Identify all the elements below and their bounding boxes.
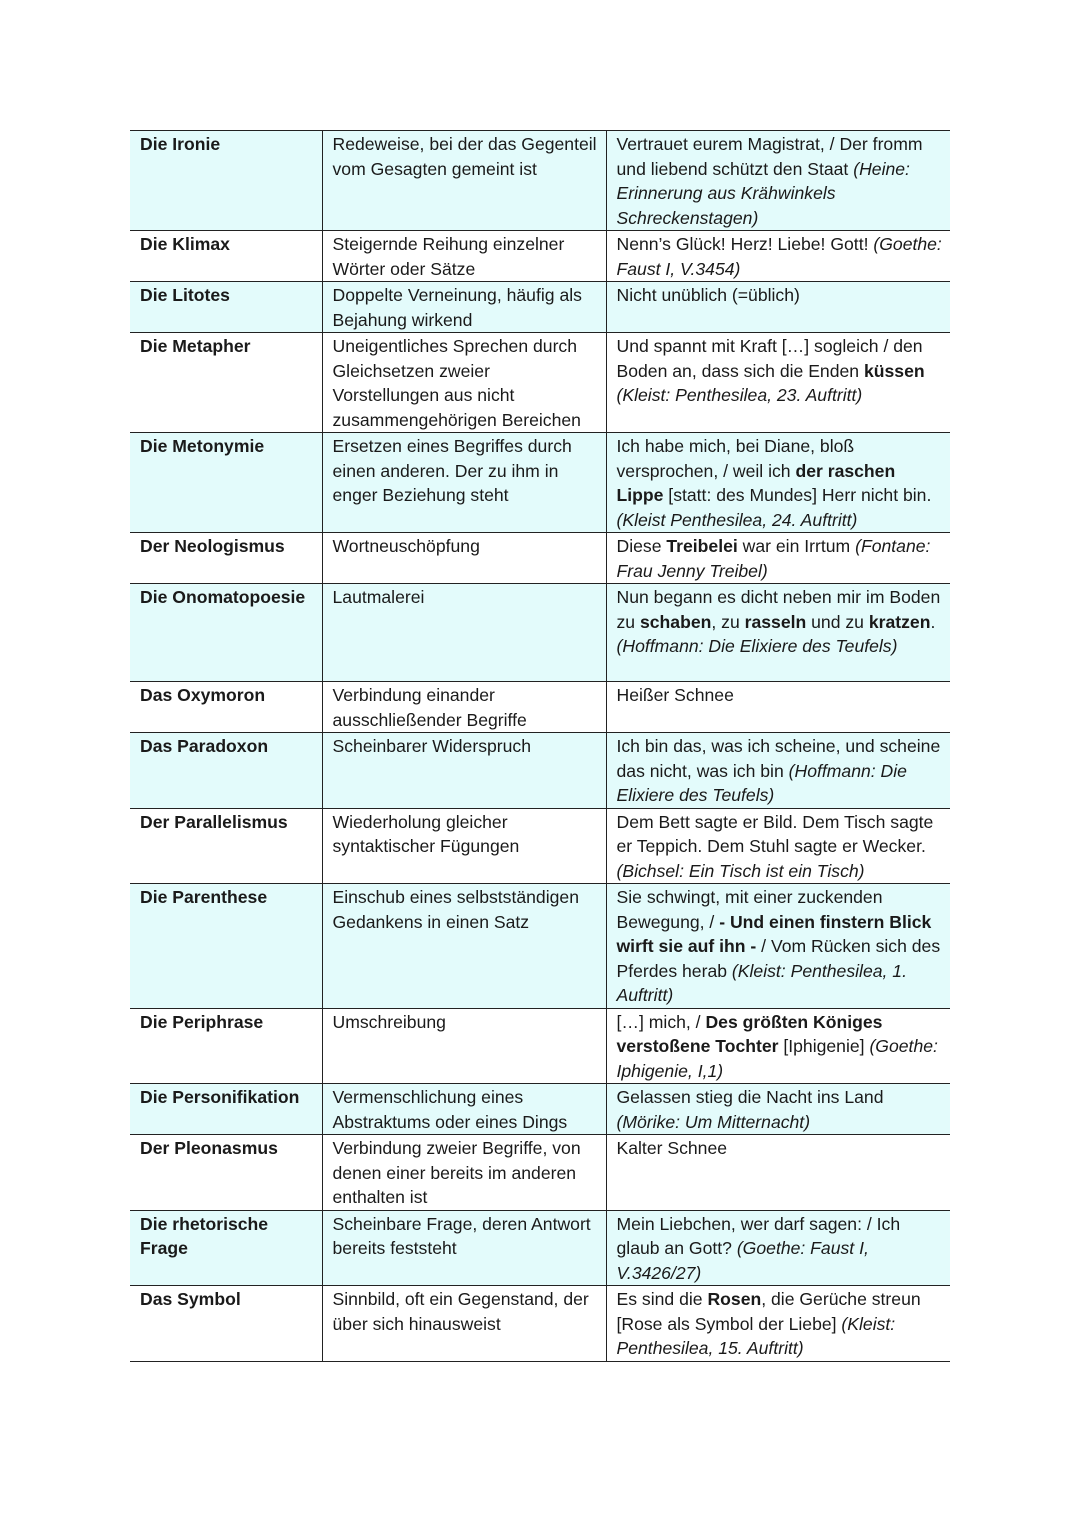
example-text: Ich bin das, was ich scheine, und scheine das nicht, was ich bin (616, 736, 941, 781)
example-text: war ein Irrtum (737, 536, 856, 556)
example-highlight: kratzen (868, 611, 931, 632)
table-row (130, 682, 950, 733)
definition-cell: Vermenschlichung eines Abstraktums oder eines Dings (322, 1084, 606, 1135)
example-cell (606, 1084, 950, 1135)
term-cell: Die Onomatopoesie (130, 584, 322, 682)
table-row (130, 584, 950, 682)
term-cell: Die Ironie (130, 131, 322, 231)
table-row (130, 1008, 950, 1084)
example-highlight: schaben (639, 611, 712, 632)
term-cell: Die rhetorische Frage (130, 1210, 322, 1286)
table-row (130, 333, 950, 433)
example-source: (Kleist: Penthesilea, 1. Auftritt) (616, 960, 907, 1005)
example-text: , die Gerüche streun [Rose als Symbol der Liebe] (616, 1289, 921, 1334)
example-source: (Kleist: Penthesilea, 15. Auftritt) (616, 1313, 896, 1358)
example-source: (Heine: Erinnerung aus Krähwinkels Schreckenstagen) (616, 158, 910, 228)
definition-cell: Uneigentliches Sprechen durch Gleichsetzen zweier Vorstellungen aus nicht zusammengehörigen Bereichen (322, 333, 606, 433)
example-text: […] mich, / (616, 1011, 706, 1032)
example-highlight: Rosen (707, 1289, 762, 1309)
example-text: , zu (711, 611, 745, 632)
example-text: Vertrauet eurem Magistrat, / Der fromm und liebend schützt den Staat (616, 134, 923, 179)
example-text: Nicht unüblich (=üblich) (616, 285, 800, 305)
example-highlight: - Und einen finstern Blick wirft sie auf ihn - (616, 911, 932, 956)
example-source: (Goethe: Iphigenie, I,1) (616, 1036, 938, 1081)
definition-cell: Verbindung zweier Begriffe, von denen einer bereits im anderen enthalten ist (322, 1135, 606, 1211)
example-text: Dem Bett sagte er Bild. Dem Tisch sagte er Teppich. Dem Stuhl sagte er Wecker. (616, 811, 934, 856)
term-cell: Die Klimax (130, 231, 322, 282)
stylistic-devices-table (130, 130, 950, 1362)
example-source: (Fontane: Frau Jenny Treibel) (616, 536, 931, 581)
table-row (130, 884, 950, 1009)
example-text: . (930, 611, 936, 632)
definition-cell: Scheinbare Frage, deren Antwort bereits feststeht (322, 1210, 606, 1286)
example-cell (606, 682, 950, 733)
table-row (130, 733, 950, 809)
example-text: Heißer Schnee (616, 685, 734, 705)
definition-cell: Sinnbild, oft ein Gegenstand, der über sich hinausweist (322, 1286, 606, 1362)
example-text: Gelassen stieg die Nacht ins Land (616, 1087, 884, 1107)
term-cell: Die Periphrase (130, 1008, 322, 1084)
example-highlight: rasseln (744, 611, 807, 632)
example-cell (606, 333, 950, 433)
table-row (130, 1135, 950, 1211)
term-cell: Die Parenthese (130, 884, 322, 1009)
example-cell (606, 584, 950, 682)
example-cell (606, 231, 950, 282)
example-source: (Kleist Penthesilea, 24. Auftritt) (616, 509, 858, 530)
example-text: [Iphigenie] (778, 1036, 870, 1056)
definition-cell: Steigernde Reihung einzelner Wörter oder Sätze (322, 231, 606, 282)
term-cell: Das Oxymoron (130, 682, 322, 733)
example-text: Nenn’s Glück! Herz! Liebe! Gott! (616, 234, 874, 254)
example-source: (Hoffmann: Die Elixiere des Teufels) (616, 636, 898, 656)
definition-cell: Einschub eines selbstständigen Gedankens in einen Satz (322, 884, 606, 1009)
table-row (130, 808, 950, 884)
table-row (130, 1286, 950, 1362)
example-text: Diese (616, 536, 667, 556)
example-cell (606, 533, 950, 584)
example-text: Ich habe mich, bei Diane, bloß versprochen, / weil ich (616, 436, 855, 481)
table-body (130, 131, 950, 1362)
example-text: Und spannt mit Kraft […] sogleich / den Boden an, dass sich die Enden (616, 336, 923, 381)
example-cell (606, 131, 950, 231)
definition-cell: Scheinbarer Widerspruch (322, 733, 606, 809)
definition-cell: Ersetzen eines Begriffes durch einen anderen. Der zu ihm in enger Beziehung steht (322, 433, 606, 533)
example-highlight: Treibelei (666, 536, 738, 556)
definition-cell: Umschreibung (322, 1008, 606, 1084)
term-cell: Die Litotes (130, 282, 322, 333)
term-cell: Der Neologismus (130, 533, 322, 584)
term-cell: Das Paradoxon (130, 733, 322, 809)
example-cell (606, 733, 950, 809)
example-source: (Hoffmann: Die Elixiere des Teufels) (616, 760, 907, 805)
table-row (130, 282, 950, 333)
example-cell (606, 884, 950, 1009)
table-row (130, 231, 950, 282)
example-highlight: küssen (863, 360, 925, 381)
example-source: (Goethe: Faust I, V.3454) (616, 234, 942, 279)
definition-cell: Wiederholung gleicher syntaktischer Fügungen (322, 808, 606, 884)
definition-cell: Lautmalerei (322, 584, 606, 682)
example-cell (606, 1135, 950, 1211)
example-text: und zu (806, 611, 869, 632)
example-source: (Goethe: Faust I, V.3426/27) (616, 1238, 869, 1283)
definition-cell: Doppelte Verneinung, häufig als Bejahung wirkend (322, 282, 606, 333)
definition-cell: Wortneuschöpfung (322, 533, 606, 584)
definition-cell: Redeweise, bei der das Gegenteil vom Gesagten gemeint ist (322, 131, 606, 231)
example-source: (Kleist: Penthesilea, 23. Auftritt) (616, 385, 863, 405)
example-source: (Mörike: Um Mitternacht) (616, 1111, 811, 1132)
example-source: (Bichsel: Ein Tisch ist ein Tisch) (616, 860, 865, 881)
term-cell: Der Parallelismus (130, 808, 322, 884)
term-cell: Die Metapher (130, 333, 322, 433)
example-cell (606, 1286, 950, 1362)
definition-cell: Verbindung einander ausschließender Begriffe (322, 682, 606, 733)
example-text: / Vom Rücken sich des Pferdes herab (616, 936, 941, 981)
example-cell (606, 1210, 950, 1286)
table-row (130, 433, 950, 533)
example-cell (606, 808, 950, 884)
example-cell (606, 1008, 950, 1084)
term-cell: Der Pleonasmus (130, 1135, 322, 1211)
example-text: Kalter Schnee (616, 1138, 728, 1158)
table-row (130, 131, 950, 231)
example-cell (606, 433, 950, 533)
example-text: Nun begann es dicht neben mir im Boden zu (616, 587, 941, 632)
example-cell (606, 282, 950, 333)
example-highlight: Des größten Königes verstoßene Tochter (616, 1011, 883, 1056)
example-text: Es sind die (616, 1289, 708, 1309)
table-row (130, 1210, 950, 1286)
example-text: [statt: des Mundes] Herr nicht bin. (663, 485, 932, 505)
table-row (130, 1084, 950, 1135)
term-cell: Die Personifikation (130, 1084, 322, 1135)
example-highlight: der raschen Lippe (616, 460, 896, 505)
example-text: Sie schwingt, mit einer zuckenden Bewegung, / (616, 887, 883, 932)
term-cell: Die Metonymie (130, 433, 322, 533)
example-text: Mein Liebchen, wer darf sagen: / Ich glaub an Gott? (616, 1213, 901, 1258)
term-cell: Das Symbol (130, 1286, 322, 1362)
table-row (130, 533, 950, 584)
